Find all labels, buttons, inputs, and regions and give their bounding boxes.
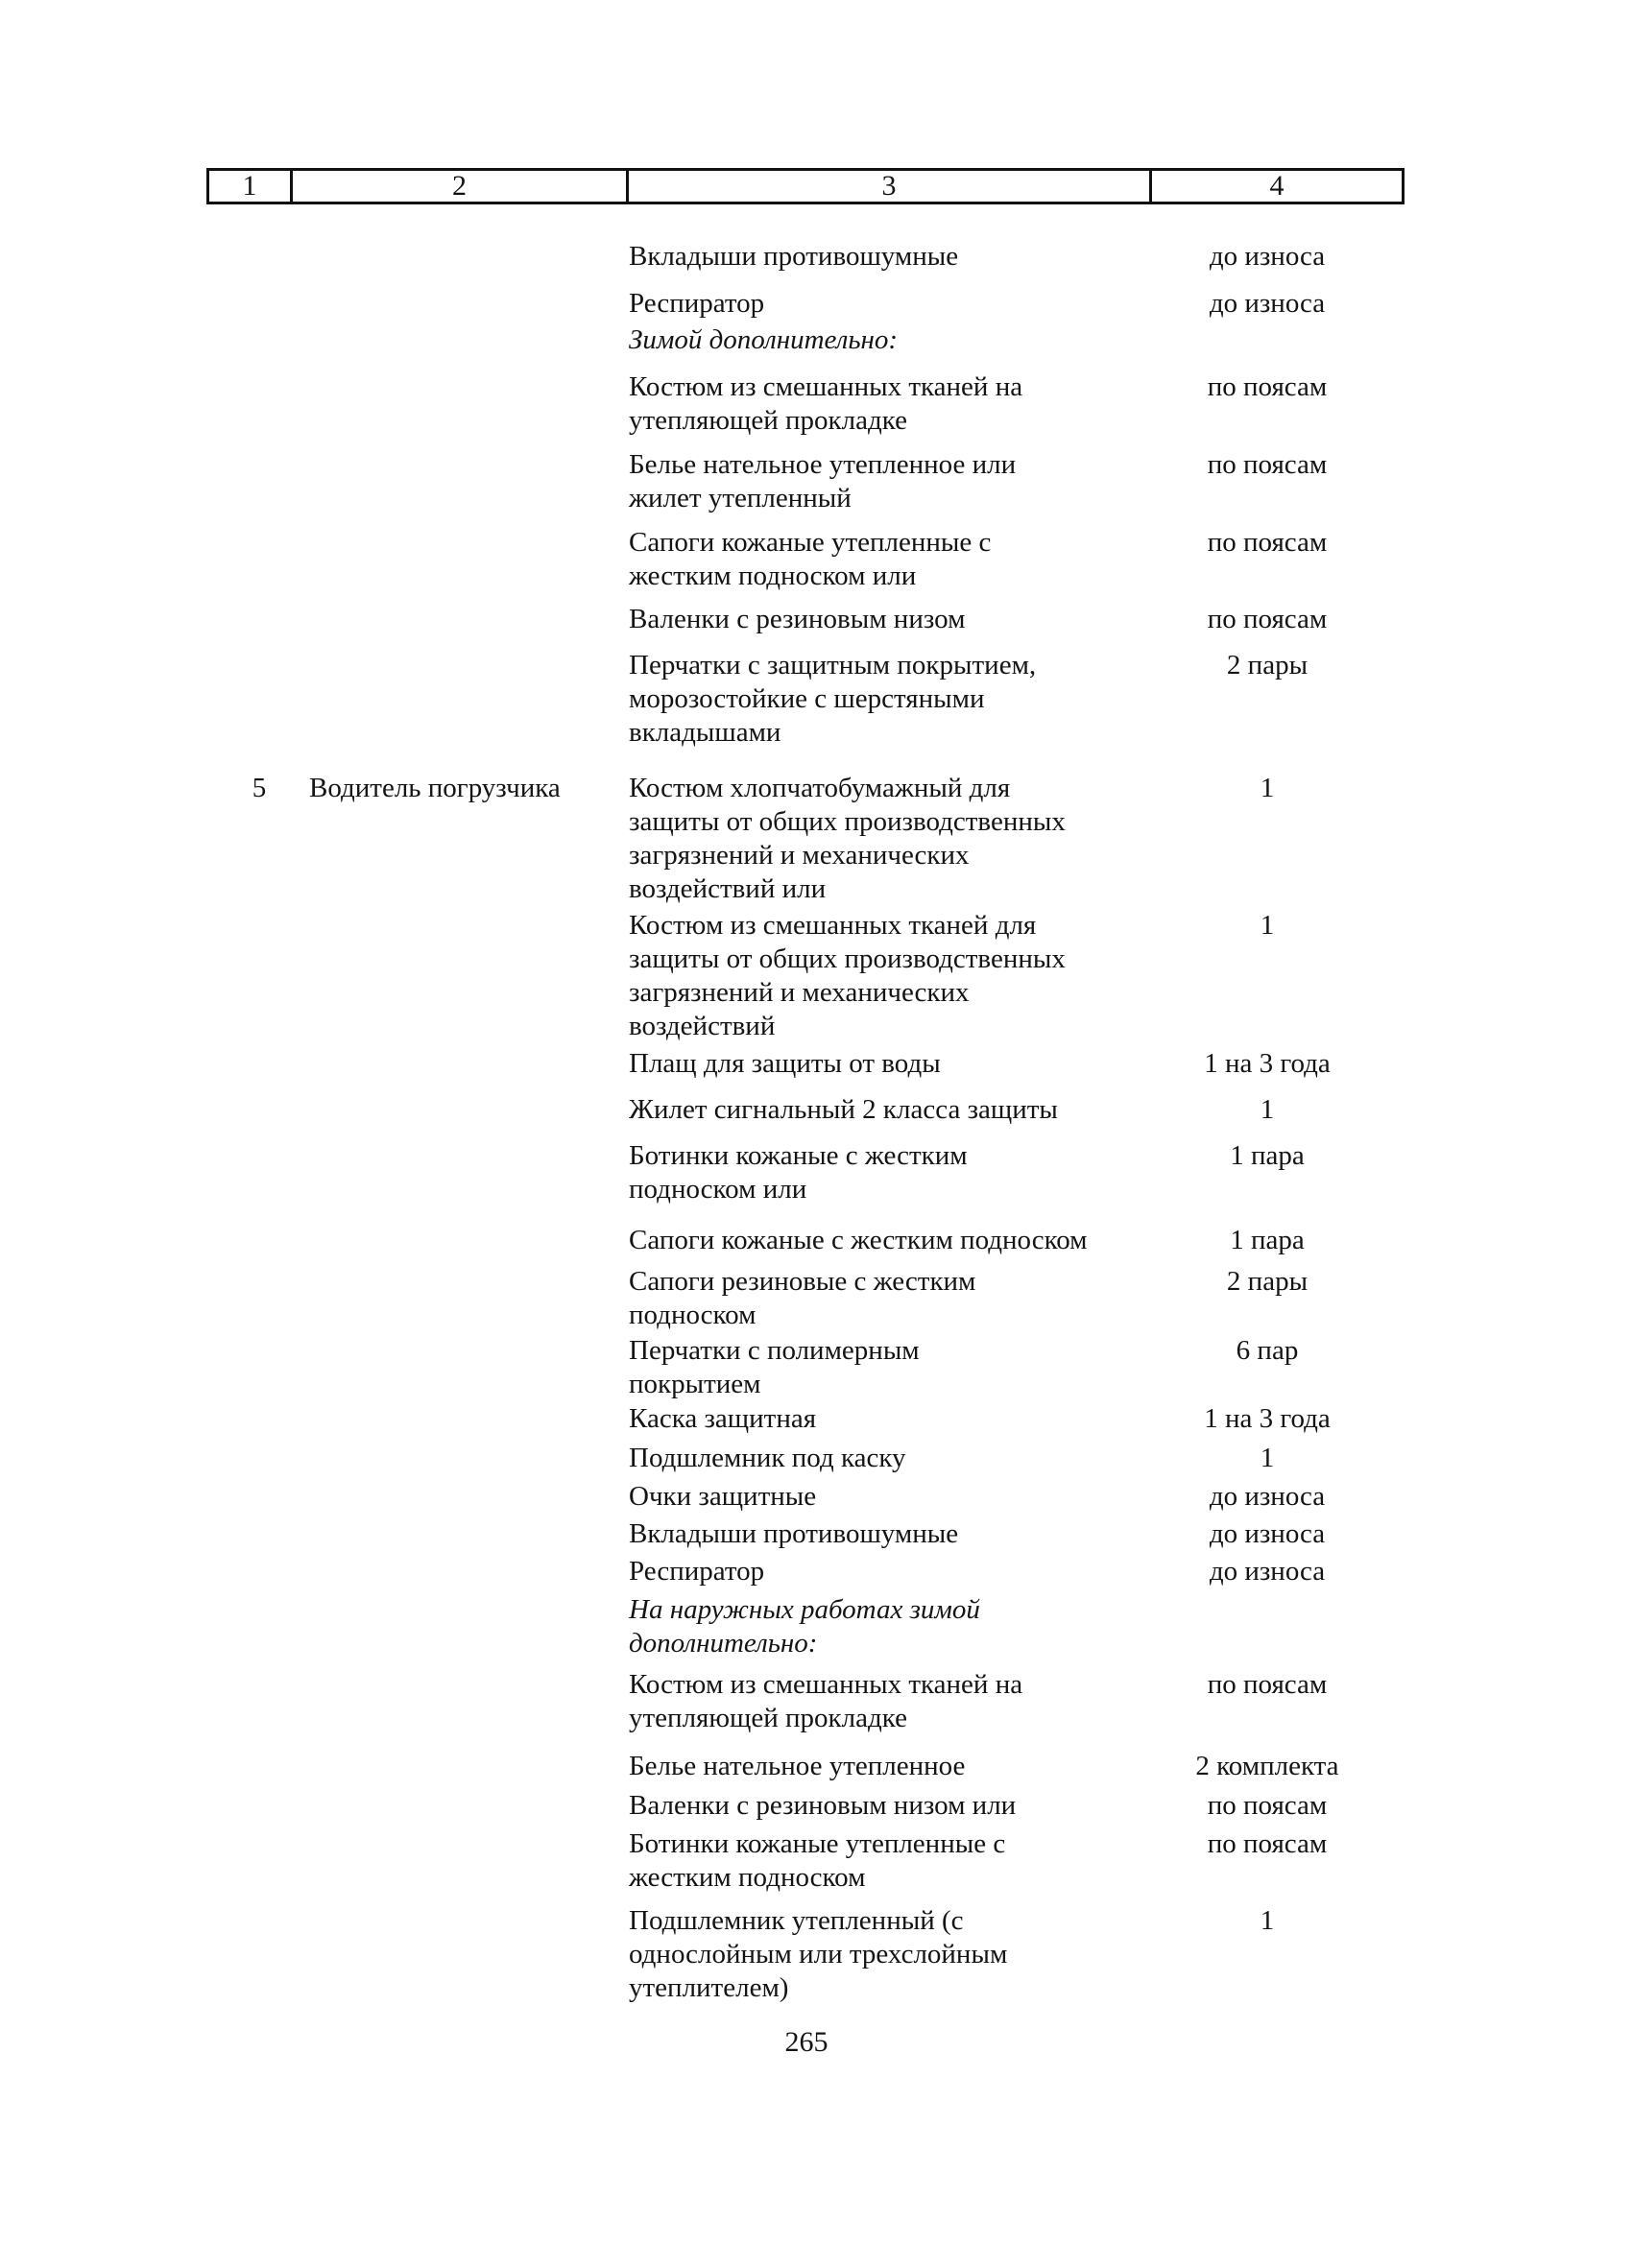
issue-norm: до износа — [1209, 288, 1326, 319]
profession-name: Водитель погрузчика — [309, 773, 561, 803]
issue-norm: до износа — [1209, 241, 1326, 272]
item-description-line: Сапоги кожаные утепленные с — [629, 527, 992, 558]
header-col-1: 1 — [209, 171, 293, 202]
item-description-line: жилет утепленный — [629, 483, 852, 513]
item-description-line: Белье нательное утепленное — [629, 1751, 966, 1781]
item-description-line: Перчатки с полимерным — [629, 1335, 920, 1366]
item-description-line: Очки защитные — [629, 1481, 817, 1512]
item-description-line: жестким подноском или — [629, 561, 917, 591]
item-description-line: Ботинки кожаные с жестким — [629, 1140, 968, 1171]
issue-norm: 2 комплекта — [1195, 1751, 1339, 1781]
section-note: дополнительно: — [629, 1628, 818, 1659]
issue-norm: по поясам — [1207, 1790, 1328, 1821]
item-description-line: Вкладыши противошумные — [629, 1518, 959, 1549]
item-description-line: Жилет сигнальный 2 класса защиты — [629, 1094, 1058, 1125]
issue-norm: до износа — [1209, 1556, 1326, 1587]
item-description-line: загрязнений и механических — [629, 840, 970, 871]
item-description-line: Респиратор — [629, 288, 765, 319]
item-description-line: Ботинки кожаные утепленные с — [629, 1828, 1006, 1859]
item-description-line: Костюм из смешанных тканей для — [629, 910, 1037, 941]
item-description-line: Сапоги кожаные с жестким подноском — [629, 1225, 1088, 1255]
issue-norm: 2 пары — [1226, 650, 1309, 680]
item-description-line: покрытием — [629, 1369, 761, 1399]
issue-norm: 1 — [1260, 773, 1275, 803]
item-description-line: Костюм из смешанных тканей на — [629, 1669, 1023, 1700]
item-description-line: Валенки с резиновым низом — [629, 604, 966, 634]
issue-norm: по поясам — [1207, 371, 1328, 402]
issue-norm: до износа — [1209, 1481, 1326, 1512]
item-description-line: загрязнений и механических — [629, 977, 970, 1008]
item-description-line: защиты от общих производственных — [629, 806, 1066, 837]
issue-norm: 1 пара — [1230, 1225, 1305, 1255]
header-col-2: 2 — [293, 171, 629, 202]
item-description-line: Вкладыши противошумные — [629, 241, 959, 272]
issue-norm: 1 на 3 года — [1204, 1403, 1331, 1434]
issue-norm: 1 — [1260, 1443, 1275, 1473]
item-description-line: утепляющей прокладке — [629, 405, 907, 436]
item-description-line: Белье нательное утепленное или — [629, 449, 1017, 480]
item-description-line: Костюм из смешанных тканей на — [629, 371, 1023, 402]
item-description-line: морозостойкие с шерстяными — [629, 683, 985, 714]
item-description-line: Перчатки с защитным покрытием, — [629, 650, 1037, 680]
item-description-line: воздействий или — [629, 873, 827, 904]
item-description-line: Сапоги резиновые с жестким — [629, 1266, 976, 1297]
item-description-line: вкладышами — [629, 717, 781, 748]
issue-norm: 2 пары — [1226, 1266, 1309, 1297]
section-note: На наружных работах зимой — [629, 1594, 980, 1625]
item-description-line: утеплителем) — [629, 1972, 789, 2003]
item-description-line: Каска защитная — [629, 1403, 817, 1434]
item-description-line: Подшлемник под каску — [629, 1443, 906, 1473]
item-description-line: утепляющей прокладке — [629, 1703, 907, 1733]
issue-norm: 6 пар — [1236, 1335, 1299, 1366]
row-number: 5 — [252, 773, 267, 803]
item-description-line: Подшлемник утепленный (с — [629, 1905, 964, 1936]
item-description-line: Костюм хлопчатобумажный для — [629, 773, 1011, 803]
item-description-line: защиты от общих производственных — [629, 943, 1066, 974]
issue-norm: по поясам — [1207, 1828, 1328, 1859]
column-number-header — [206, 168, 1405, 204]
issue-norm: по поясам — [1207, 449, 1328, 480]
item-description-line: Респиратор — [629, 1556, 765, 1587]
page-number: 265 — [784, 2026, 829, 2058]
item-description-line: воздействий — [629, 1011, 776, 1041]
section-note: Зимой дополнительно: — [629, 324, 899, 355]
item-description-line: подноском или — [629, 1174, 807, 1205]
item-description-line: подноском — [629, 1300, 756, 1330]
issue-norm: 1 пара — [1230, 1140, 1305, 1171]
issue-norm: по поясам — [1207, 604, 1328, 634]
item-description-line: Плащ для защиты от воды — [629, 1048, 941, 1079]
issue-norm: 1 — [1260, 910, 1275, 941]
issue-norm: 1 — [1260, 1905, 1275, 1936]
issue-norm: 1 на 3 года — [1204, 1048, 1331, 1079]
item-description-line: жестким подноском — [629, 1862, 866, 1893]
issue-norm: по поясам — [1207, 527, 1328, 558]
item-description-line: однослойным или трехслойным — [629, 1939, 1008, 1970]
issue-norm: до износа — [1209, 1518, 1326, 1549]
item-description-line: Валенки с резиновым низом или — [629, 1790, 1017, 1821]
header-col-4: 4 — [1269, 170, 1285, 202]
header-col-3: 3 — [629, 171, 1152, 202]
issue-norm: 1 — [1260, 1094, 1275, 1125]
issue-norm: по поясам — [1207, 1669, 1328, 1700]
